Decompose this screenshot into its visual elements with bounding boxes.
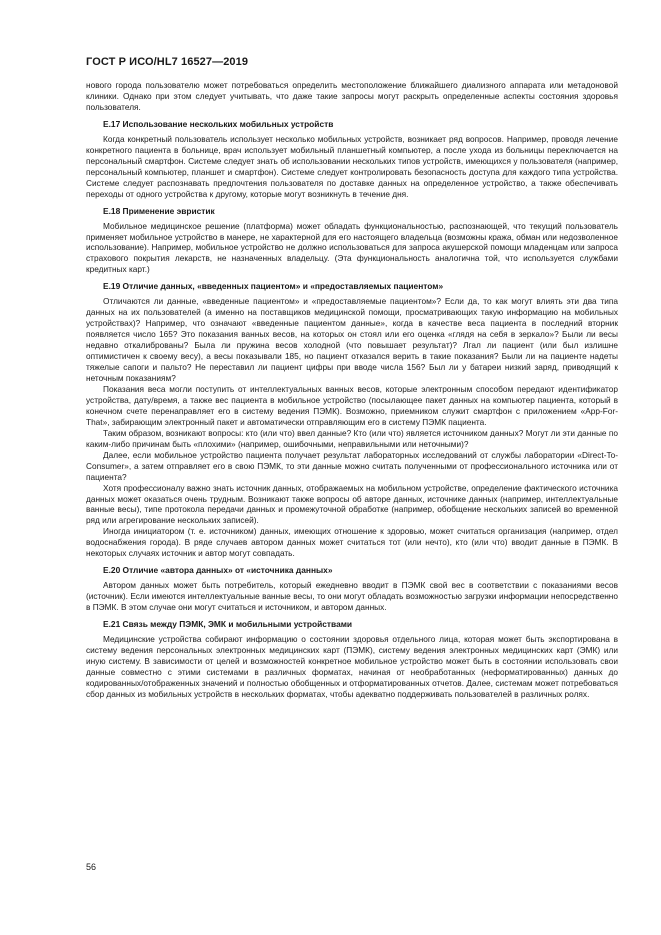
paragraph: Автором данных может быть потребитель, который ежедневно вводит в ПЭМК свой вес в соответствии с показаниями весов (источник). Если имеются интеллектуальные ванные весы, то они могут обладать возможностью загрузки информации непосредственно в ПЭМК. В этом случае они могут считаться и источником, и автором данных. bbox=[86, 580, 618, 613]
section-heading-e20: E.20 Отличие «автора данных» от «источника данных» bbox=[103, 565, 333, 576]
section-heading-e17: E.17 Использование нескольких мобильных устройств bbox=[103, 118, 334, 129]
page-number: 56 bbox=[86, 862, 97, 872]
paragraph: Когда конкретный пользователь использует несколько мобильных устройств, возникает ряд вопросов. Например, проводя лечение конкретного пациента в больнице, врач использует мобильный планшетный компьютер, а после ухода из больницы переключается на персональный смартфон. Системе следует знать об использовании нескольких типов устройств, имеющихся у пользователя (например, персональный компьютер, планшет и смартфон). Системе следует контролировать безопасность доступа для каждого типа устройства. Системе следует распознавать предпочтения пользователя по доставке данных на определенное устройство, а также обеспечивать переходы от одного устройства к другому, которые могут возникнуть в течение дня. bbox=[86, 133, 618, 199]
paragraph: Показания веса могли поступить от интеллектуальных ванных весов, которые электронным способом передают идентификатор устройства, дату/время, а также вес пациента в мобильное устройство (посылающее пакет данных на компьютер пациента, который в конечном счете перенаправляет его в систему ведения ПЭМК). Возможно, приемником служит смартфон с приложением «App-For-That», забирающим электронный пакет и автоматически отправляющим его в систему ПЭМК пациента. bbox=[86, 383, 618, 427]
section-heading-e21: E.21 Связь между ПЭМК, ЭМК и мобильными устройствами bbox=[103, 619, 353, 630]
paragraph: Далее, если мобильное устройство пациента получает результат лабораторных исследований от службы лаборатории «Direct-To-Consumer», а затем отправляет его в свою ПЭМК, то эти данные можно считать полученными от профессионального источника или от пациента? bbox=[86, 449, 618, 482]
paragraph: Хотя профессионалу важно знать источник данных, отображаемых на мобильном устройстве, определение фактического источника данных может оказаться очень трудным. Возникают также вопросы об авторе данных, источнике данных (например, интеллектуальные ванные весы), типе протокола передачи данных и промежуточной обработке (например, обобщение нескольких записей во временной ряд или агрегирование нескольких записей). bbox=[86, 482, 618, 526]
document-body bbox=[86, 80, 618, 700]
intro-paragraph: нового города пользователю может потребоваться определить местоположение ближайшего диализного аппарата или метадоновой клиники. Однако при этом следует учитывать, что даже такие запросы могут раскрыть определенные аспекты состояния здоровья пользователя. bbox=[86, 80, 618, 112]
paragraph: Иногда инициатором (т. е. источником) данных, имеющих отношение к здоровью, может считаться организация (например, отдел водоснабжения города). В ряде случаев автором данных может считаться тот (или нечто), кто (или что) вводит данные в ПЭМК. В некоторых случаях источник и автор могут совпадать. bbox=[86, 526, 618, 559]
paragraph: Таким образом, возникают вопросы: кто (или что) ввел данные? Кто (или что) является источником данных? Могут ли эти данные по каким-либо причинам быть «плохими» (например, ошибочными, неправильными или неточными)? bbox=[86, 427, 618, 449]
section-heading-e19: E.19 Отличие данных, «введенных пациентом» и «предоставляемых пациентом» bbox=[103, 281, 444, 292]
page-header: ГОСТ Р ИСО/HL7 16527—2019 bbox=[86, 56, 249, 68]
paragraph: Мобильное медицинское решение (платформа) может обладать функциональностью, распознающей, что текущий пользователь применяет мобильное устройство в манере, не характерной для его настоящего владельца (возможны кража, обман или недозволенное использование). Например, мобильное устройство не должно использоваться для запроса акушерской помощи младенцам или запроса страхового покрытия лекарств, не назначенных владельцу. (Эта функциональность аналогична той, что используется службами кредитных карт.) bbox=[86, 220, 618, 275]
section-heading-e18: E.18 Применение эвристик bbox=[103, 205, 215, 216]
paragraph: Отличаются ли данные, «введенные пациентом» и «предоставляемые пациентом»? Если да, то как могут влиять эти два типа данных на их пользователей (а именно на поставщиков медицинской помощи, просматривающих такую информацию на мобильных устройствах)? Например, что означают «введенные пациентом данные», когда в качестве веса пациента в последний вторник появляется число 165? Это показания ванных весов, на которых он стоял или его оценка «глядя на себя в зеркало»? Были ли весы недавно откалиброваны? Была ли пружина весов холодной (что повышает результат)? Лгал ли пациент (или был излишне оптимистичен к своему весу), а весы показывали 185, но пациент отказался верить в такие показания? Были ли на пациенте надеты тяжелые сапоги и пальто? Не переставил ли пациент цифры при вводе числа 156? Был ли у батареи низкий заряд, приводящий к неточным показаниям? bbox=[86, 296, 618, 384]
paragraph: Медицинские устройства собирают информацию о состоянии здоровья отдельного лица, которая может быть экспортирована в систему ведения персональных электронных медицинских карт (ПЭМК), систему ведения электронных медицинских карт (ЭМК) или иную систему. В зависимости от целей и возможностей конкретное мобильное устройство может быть в состоянии использовать свои данные совместно с этими системами в различных форматах, начиная от необработанных (неформатированных) данных до кодированных/отображенных значений и полностью обобщенных и отформатированных отчетов. Далее, системам может потребоваться сбор данных из мобильных устройств в нескольких форматах, чтобы адекватно поддерживать пользователей в различных ролях. bbox=[86, 634, 618, 699]
